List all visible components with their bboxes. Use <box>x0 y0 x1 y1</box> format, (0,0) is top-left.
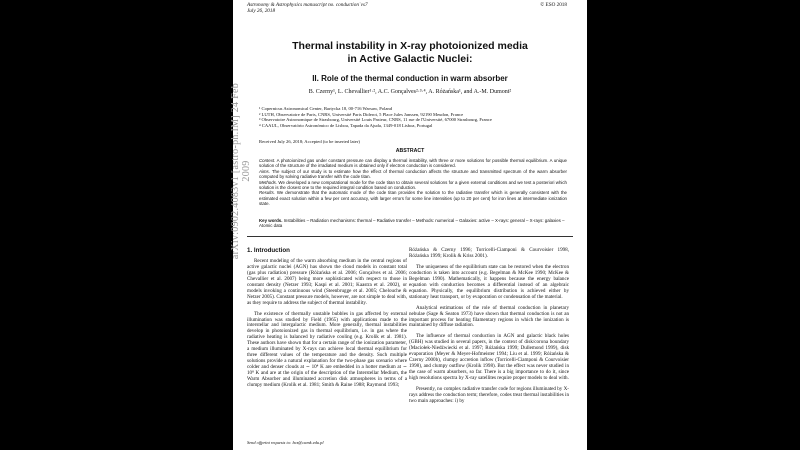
aims-label: Aims. <box>259 168 270 174</box>
methods-label: Methods. <box>259 179 278 185</box>
context-label: Context. <box>259 158 276 163</box>
right-paragraph-1: Różańska & Czerny 1996; Torricelli-Ciamponi & Courvoisier 1998, Różańska 1999; Krolik & Kriss 2001). <box>409 247 569 259</box>
received-date: Received July 26, 2018; Accepted (to be inserted later) <box>259 139 360 144</box>
title-line-2: in Active Galactic Nuclei: <box>347 53 473 65</box>
date-line: July 26, 2018 <box>247 8 276 15</box>
intro-paragraph-1: Recent modeling of the warm absorbing medium in the central regions of active galactic nuclei (AGN) has shown the cloud models in constant total (gas plus radiation) pressure (Różańska et al. 2006; Gonçalves et al. 2006; Chevallier et al. 2007) being more sophisticated with respect to those in constant density (Netzer 1993; Kaspi et al. 2001; Kaastra et al. 2002), or models invoking a continuous wind (Steenbrugge et al. 2005; Chelouche & Netzer 2005). Constant pressure models, however, are not simple to deal with, as they require to address the subject of thermal instability. <box>247 257 407 306</box>
arxiv-stamp: arXiv:0902.4083v1 [astro-ph.IM] 24 Feb 2009 <box>230 82 252 260</box>
keywords-label: Key words. <box>259 218 283 223</box>
paper-title <box>253 40 567 66</box>
affiliation-1: ¹ Copernicus Astronomical Center, Bartycka 18, 00-716 Warsaw, Poland <box>259 106 392 111</box>
right-paragraph-2: The uniqueness of the equilibrium state can be restored when the electron conduction is taken into account (e.g. Begelman & McKee 1990; McKee & Begelman 1990). Mathematically, it happens because the energy balance equation with conduction becomes a differential instead of an algebraic equation. Physically, the equilibrium distribution is achieved either by stationary heat transport, or by evaporation or condensation of the material. <box>409 263 569 300</box>
journal-line: Astronomy & Astrophysics manuscript no. conduction˙vs7 <box>247 2 368 8</box>
divider <box>247 236 573 237</box>
right-column <box>409 248 569 410</box>
paper-subtitle: II. Role of the thermal conduction in warm absorber <box>312 74 508 83</box>
section-heading: 1. Introduction <box>247 247 290 254</box>
methods-text: We developed a new computational mode for the code titan to obtain several solutions for a given external conditions and we test a posteriori which solution is the closest one to the required integral condition based on conduction. <box>259 179 567 191</box>
left-column <box>247 248 407 394</box>
right-background <box>587 0 800 450</box>
left-background <box>0 0 233 450</box>
title-line-1: Thermal instability in X-ray photoionized media <box>292 40 528 52</box>
abstract <box>259 158 567 207</box>
paper-page <box>233 0 587 450</box>
right-paragraph-4: The influence of thermal conduction in AGN and galactic black holes (GBH) was studied in several papers, in the context of disk/corona boundary (Maciołek-Niedźwiecki et al. 1997; Różańska 1999; Dullemond 1999), disk evaporation (Meyer & Meyer-Hofmeister 1994; Liu et al. 1999; Różańska & Czerny 2000b), clumpy accretion inflow (Torricelli-Ciamponi & Courvoisier 1998), and clumpy outflow (Krolik 1998). But the effect was never studied in the case of warm absorbers, so far. There is a big importance to do it, since high resolutions spectra by X-ray satellites require proper models to deal with. <box>409 333 569 382</box>
affiliations <box>259 106 492 128</box>
affiliation-3: ³ Observatoire Astronomique de Strasbourg, Université Louis Pasteur, CNRS, 11 rue de l'Université, 67000 Strasbourg, France <box>259 117 492 123</box>
right-paragraph-3: Analytical estimations of the role of thermal conduction in planetary nebulae (Sage & Seaton 1973) have shown that thermal conduction is not an important process for heating filamentary regions in which the ionization is maintained by diffuse radiation. <box>409 304 569 329</box>
keywords-text: Instabilities – Radiation mechanisms: thermal – Radiative transfer – Methods: numerical – Galaxies: active – X-rays: general – X-rays: galaxies – Atomic data <box>259 218 565 229</box>
keywords <box>259 218 567 229</box>
affiliation-4: ⁴ CAAUL, Observatório Astronómico de Lisboa, Tapada da Ajuda, 1349-018 Lisboa, Portugal <box>259 122 433 128</box>
affiliation-2: ² LUTH, Observatoire de Paris, CNRS, Université Paris Diderot, 5 Place Jules Janssen, 92190 Meudon, France <box>259 111 464 117</box>
context-text: A photoionized gas under constant pressure can display a thermal instability, with three or more solutions for possible thermal equilibrium. A unique solution of the structure of the irradiated medium is obtained only if electron conduction is considered. <box>259 158 567 169</box>
copyright: © ESO 2018 <box>540 2 567 8</box>
abstract-heading: ABSTRACT <box>395 148 425 154</box>
footnote: Send offprint requests to: bcz@camk.edu.pl <box>247 440 324 445</box>
right-paragraph-5: Presently, no complex radiative transfer code for regions illuminated by X-rays address the conduction term; therefore, codes treat thermal instabilities in two main approaches: i) by <box>409 386 569 404</box>
intro-paragraph-2: The existence of thermally unstable bubbles in gas affected by external illumination was studied by Field (1965) with applications made to the interstellar and intergalactic medium. More generally, thermal instabilities develop in photoionized gas in thermal equilibrium, i.e. in gas where the radiative heating is balanced by radiative cooling (e.g. Krolik et al. 1981). These authors have shown that for a certain range of the ionization parameter, a medium illuminated by X-rays can achieve local thermal equilibrium for three different values of the temperature and the density. Such multiple solutions provide a natural explanation for the two-phase gas scenario where colder and denser clouds at ∼ 10⁴ K are embedded in a hotter medium at ∼ 10⁸ K and are at the origin of the description of the Interstellar Medium, the Warm Absorber and illuminated accretion disk atmospheres in terms of a clumpy medium (Krolik et al. 1981; Smith & Raine 1988; Raymond 1993; <box>247 310 407 389</box>
results-label: Results. <box>259 190 275 196</box>
results-text: We demonstrate that the automatic mode of the code titan provides the solution to the radiative transfer which is generally consistent with the estimated exact solution within a few per cent accuracy, with larger errors for some line intensities (up to 20 per cent) for iron lines at intermediate ionization state. <box>259 190 567 207</box>
running-header <box>247 2 368 15</box>
aims-text: The subject of our study is to estimate how the effect of thermal conduction affects the structure and transmitted spectrum of the warm absorber computed by solving radiative transfer with the code titan. <box>259 168 567 180</box>
authors: B. Czerny¹, L. Chevallier¹·², A.C. Gonçalves²·³·⁴, A. Różańska¹, and A.-M. Dumont² <box>308 89 512 95</box>
